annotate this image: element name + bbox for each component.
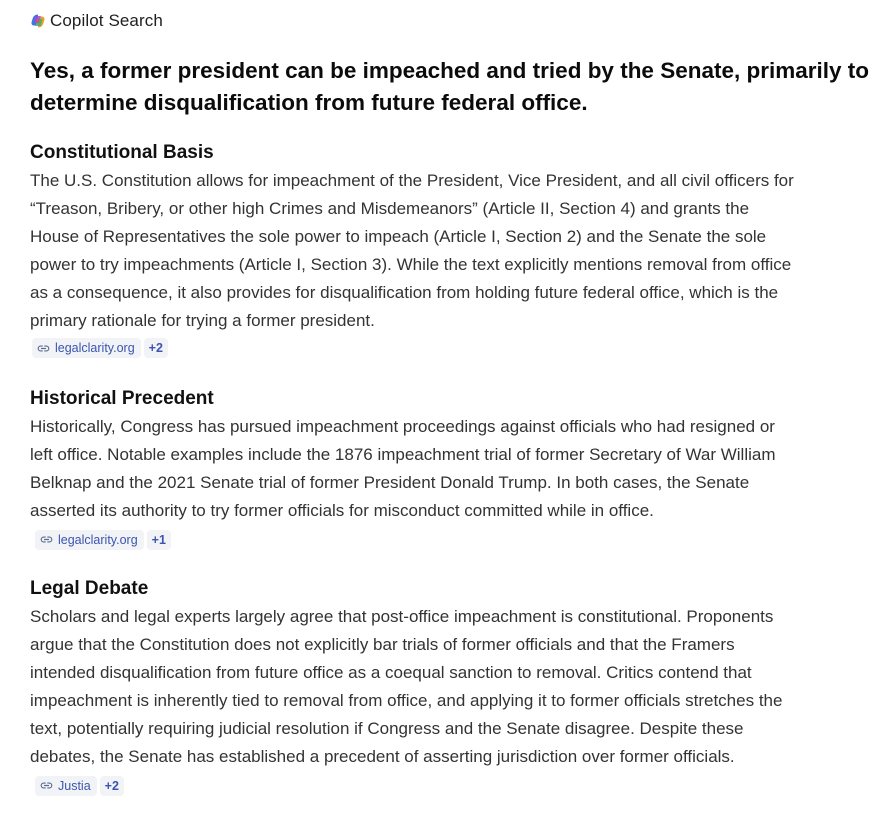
section-body: The U.S. Constitution allows for impeachment of the President, Vice President, and all civil officers for “Treason, Bribery, or other high Crimes and Misdemeanors” (Article II, Section 4) and grants the House of Representatives the sole power to impeach (Article I, Section 2) and the Senate the sole power to try impeachments (Article I, Section 3). While the text explicitly mentions removal from office as a consequence, it also provides for disqualification from holding future federal office, which is the primary rationale for trying a former president. (30, 171, 794, 330)
link-icon (40, 533, 53, 546)
section-historical-precedent (30, 387, 790, 553)
section-constitutional-basis (30, 141, 800, 358)
citation-source: Justia (58, 778, 91, 793)
section-body-text: Scholars and legal experts largely agree that post-office impeachment is constitutional. Proponents argue that the Constitution does not explicitly bar trials of former officials and that the Framers intended disqualification from future office as a coequal sanction to removal. Critics contend that impeachment is inherently tied to removal from office, and applying it to former officials stretches the text, potentially requiring judicial resolution if Congress and the Senate disagree. Despite these debates, the Senate has established a precedent of asserting jurisdiction over former officials. (30, 607, 783, 766)
brand-name: Copilot Search (50, 11, 163, 30)
citation-group (35, 530, 171, 550)
link-icon (40, 779, 53, 792)
section-body-text: Historically, Congress has pursued impeachment proceedings against officials who had resigned or left office. Notable examples include the 1876 impeachment trial of former Secretary of War William Belknap and the 2021 Senate trial of former President Donald Trump. In both cases, the Senate asserted its authority to try former officials for misconduct committed while in office. (30, 417, 776, 520)
section-title: Historical Precedent (30, 388, 214, 409)
brand-header[interactable] (30, 11, 163, 31)
citation-group (35, 776, 124, 796)
section-title: Constitutional Basis (30, 142, 214, 163)
section-body (30, 413, 790, 553)
citation-chip[interactable] (35, 776, 97, 796)
citation-source: legalclarity.org (58, 532, 138, 547)
section-legal-debate (30, 577, 795, 799)
link-icon (37, 342, 50, 355)
answer-headline: Yes, a former president can be impeached and tried by the Senate, primarily to determine disqualification from future federal office. (30, 58, 870, 115)
citation-group (29, 338, 800, 358)
copilot-logo-icon (30, 13, 46, 29)
section-body (30, 603, 795, 799)
section-title: Legal Debate (30, 578, 149, 599)
citation-more-badge[interactable]: +1 (147, 530, 171, 550)
citation-chip[interactable] (32, 338, 141, 358)
citation-chip[interactable] (35, 530, 144, 550)
citation-more-badge[interactable]: +2 (144, 338, 168, 358)
citation-source: legalclarity.org (55, 341, 135, 355)
citation-more-badge[interactable]: +2 (100, 776, 124, 796)
